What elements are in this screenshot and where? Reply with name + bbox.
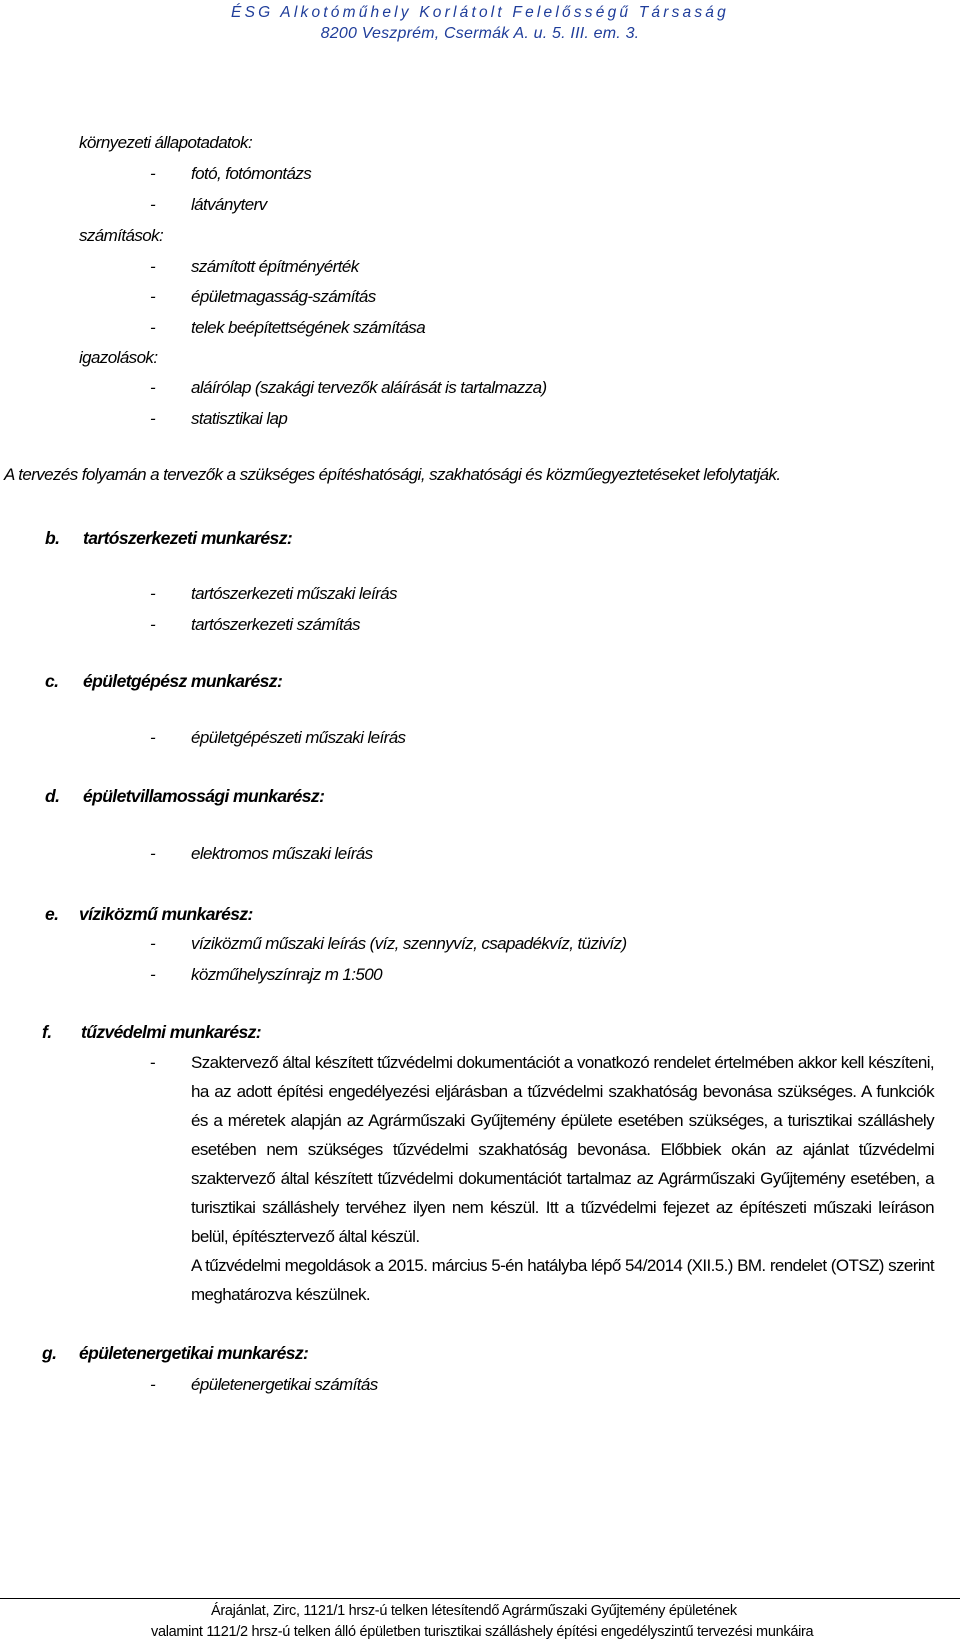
dash: - bbox=[150, 615, 156, 634]
list-item: statisztikai lap bbox=[191, 409, 288, 428]
section-letter: b. bbox=[45, 528, 60, 548]
list-item: épületgépészeti műszaki leírás bbox=[191, 728, 406, 747]
dash: - bbox=[150, 1053, 156, 1072]
section-letter: d. bbox=[45, 786, 60, 806]
dash: - bbox=[150, 409, 156, 428]
cert-label: igazolások: bbox=[79, 348, 158, 367]
list-item: számított építményérték bbox=[191, 257, 359, 276]
list-item: épületenergetikai számítás bbox=[191, 1375, 378, 1394]
list-item: telek beépítettségének számítása bbox=[191, 318, 426, 337]
section-title: tartószerkezeti munkarész: bbox=[83, 528, 293, 548]
calc-label: számítások: bbox=[79, 226, 164, 245]
company-name: ÉSG Alkotóműhely Korlátolt Felelősségű Társaság bbox=[231, 4, 729, 21]
footer-line-2: valamint 1121/2 hrsz-ú telken álló épületben turisztikai szálláshely építési engedélyszintű tervezési munkáira bbox=[151, 1624, 814, 1640]
footer-line-1: Árajánlat, Zirc, 1121/1 hrsz-ú telken létesítendő Agrárműszaki Gyűjtemény épületének bbox=[211, 1603, 737, 1619]
dash: - bbox=[150, 287, 156, 306]
section-letter: f. bbox=[42, 1022, 52, 1042]
list-item: épületmagasság-számítás bbox=[191, 287, 376, 306]
section-letter: e. bbox=[45, 904, 59, 924]
fire-safety-text-2: A tűzvédelmi megoldások a 2015. március 5-én hatályba lépő 54/2014 (XII.5.) BM. rendelet (OTSZ) szerint meghatározva készülnek. bbox=[191, 1256, 934, 1304]
list-item: tartószerkezeti számítás bbox=[191, 615, 360, 634]
dash: - bbox=[150, 164, 156, 183]
section-title: tűzvédelmi munkarész: bbox=[81, 1022, 261, 1042]
dash: - bbox=[150, 844, 156, 863]
list-item: közműhelyszínrajz m 1:500 bbox=[191, 965, 382, 984]
section-letter: c. bbox=[45, 671, 59, 691]
list-item: fotó, fotómontázs bbox=[191, 164, 312, 183]
list-item: elektromos műszaki leírás bbox=[191, 844, 373, 863]
footer-divider bbox=[0, 1598, 960, 1599]
fire-safety-paragraph bbox=[191, 1048, 934, 1309]
dash: - bbox=[150, 965, 156, 984]
dash: - bbox=[150, 378, 156, 397]
section-letter: g. bbox=[42, 1343, 57, 1363]
section-title: épületenergetikai munkarész: bbox=[79, 1343, 309, 1363]
dash: - bbox=[150, 584, 156, 603]
list-item: látványterv bbox=[191, 195, 267, 214]
company-address: 8200 Veszprém, Csermák A. u. 5. III. em. 3. bbox=[320, 25, 640, 42]
dash: - bbox=[150, 257, 156, 276]
dash: - bbox=[150, 728, 156, 747]
dash: - bbox=[150, 318, 156, 337]
dash: - bbox=[150, 1375, 156, 1394]
list-item: aláírólap (szakági tervezők aláírását is tartalmazza) bbox=[191, 378, 547, 397]
env-label: környezeti állapotadatok: bbox=[79, 133, 253, 152]
fire-safety-text-1: Szaktervező által készített tűzvédelmi dokumentációt a vonatkozó rendelet értelmében akkor kell készíteni, ha az adott építési engedélyezési eljárásban a tűzvédelmi szakhatóság bevonása szükséges. A funkciók és a méretek alapján az Agrárműszaki Gyűjtemény épülete esetében szükséges, a turisztikai szálláshely esetében nem szükséges tűzvédelmi szakhatóság bevonása. Előbbiek okán az ajánlat tűzvédelmi szaktervező által készített tűzvédelmi dokumentációt tartalmaz az Agrárműszaki Gyűjtemény esetében, a turisztikai szálláshely tervéhez ilyen nem készül. Itt a tűzvédelmi fejezet az építészeti műszaki leíráson belül, építésztervező által készül. bbox=[191, 1053, 934, 1246]
dash: - bbox=[150, 195, 156, 214]
dash: - bbox=[150, 934, 156, 953]
list-item: víziközmű műszaki leírás (víz, szennyvíz, csapadékvíz, tüzivíz) bbox=[191, 934, 627, 953]
list-item: tartószerkezeti műszaki leírás bbox=[191, 584, 397, 603]
section-title: víziközmű munkarész: bbox=[79, 904, 253, 924]
note-text: A tervezés folyamán a tervezők a szükséges építéshatósági, szakhatósági és közműegyeztetéseket lefolytatják. bbox=[4, 465, 781, 484]
section-title: épületgépész munkarész: bbox=[83, 671, 283, 691]
section-title: épületvillamossági munkarész: bbox=[83, 786, 325, 806]
